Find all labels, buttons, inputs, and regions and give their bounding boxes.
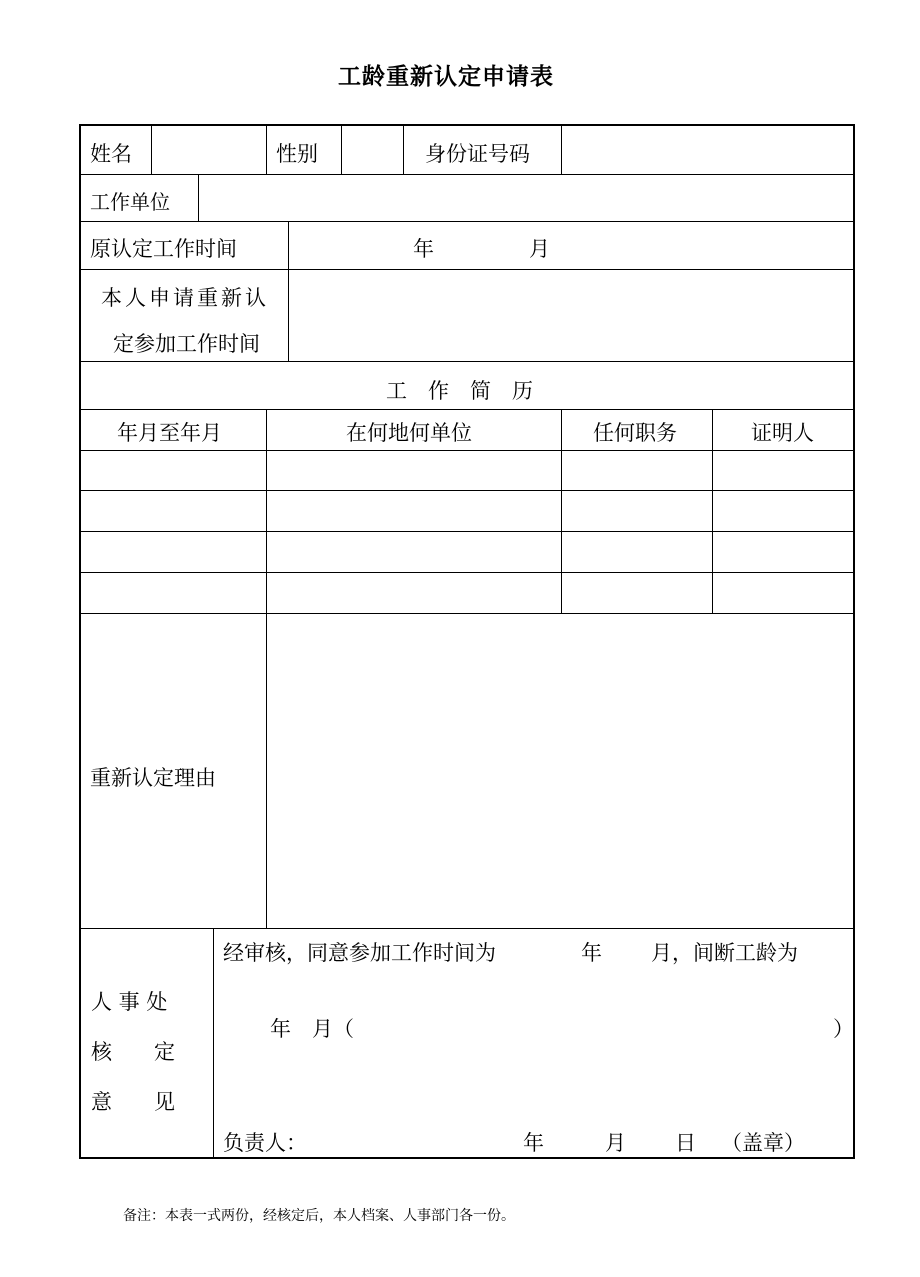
- hr-approval-year: 年: [581, 941, 602, 965]
- col-divider: [213, 928, 214, 1159]
- row-divider: [81, 409, 853, 410]
- apply-time-label-line1: 本人申请重新认: [101, 286, 269, 310]
- hr-approval-month-break: 月，间断工龄为: [651, 941, 798, 965]
- row-divider: [81, 490, 853, 491]
- work-unit-label: 工作单位: [90, 190, 170, 214]
- hr-label-line2: 核 定: [91, 1040, 175, 1064]
- row-divider: [81, 361, 853, 362]
- col-divider: [712, 409, 713, 613]
- application-form: [79, 124, 855, 1159]
- seal-label: （盖章）: [721, 1131, 805, 1155]
- col-divider: [151, 126, 152, 174]
- footnote: 备注：本表一式两份，经核定后，本人档案、人事部门各一份。: [123, 1208, 515, 1224]
- column-header-period: 年月至年月: [117, 421, 222, 445]
- column-header-position: 任何职务: [593, 421, 677, 445]
- col-divider: [266, 409, 267, 928]
- hr-close-paren: ）: [833, 1017, 854, 1041]
- row-divider: [81, 221, 853, 222]
- hr-label-line1: 人 事 处: [91, 990, 168, 1014]
- sign-year-label: 年: [523, 1131, 544, 1155]
- sign-day-label: 日: [675, 1131, 696, 1155]
- col-divider: [341, 126, 342, 174]
- col-divider: [266, 126, 267, 174]
- reason-label: 重新认定理由: [90, 766, 216, 790]
- column-header-unit: 在何地何单位: [346, 421, 472, 445]
- id-number-label: 身份证号码: [425, 142, 530, 166]
- col-divider: [198, 174, 199, 221]
- col-divider: [561, 409, 562, 613]
- col-divider: [561, 126, 562, 174]
- sign-month-label: 月: [605, 1131, 626, 1155]
- row-divider: [81, 450, 853, 451]
- resume-heading: 工 作 简 历: [386, 379, 533, 403]
- row-divider: [81, 613, 853, 614]
- name-label: 姓名: [90, 142, 132, 166]
- original-year-label: 年: [413, 237, 434, 261]
- hr-break-years: 年 月（: [270, 1017, 354, 1041]
- original-month-label: 月: [529, 237, 550, 261]
- row-divider: [81, 572, 853, 573]
- hr-responsible-label: 负责人：: [223, 1131, 307, 1155]
- col-divider: [288, 221, 289, 361]
- row-divider: [81, 928, 853, 929]
- column-header-witness: 证明人: [751, 421, 814, 445]
- gender-label: 性别: [276, 142, 318, 166]
- row-divider: [81, 531, 853, 532]
- original-time-label: 原认定工作时间: [90, 237, 237, 261]
- row-divider: [81, 174, 853, 175]
- hr-approval-text: 经审核，同意参加工作时间为: [223, 941, 496, 965]
- hr-label-line3: 意 见: [91, 1090, 175, 1114]
- row-divider: [81, 269, 853, 270]
- col-divider: [403, 126, 404, 174]
- page-title: 工龄重新认定申请表: [338, 64, 554, 90]
- apply-time-label-line2: 定参加工作时间: [113, 332, 260, 356]
